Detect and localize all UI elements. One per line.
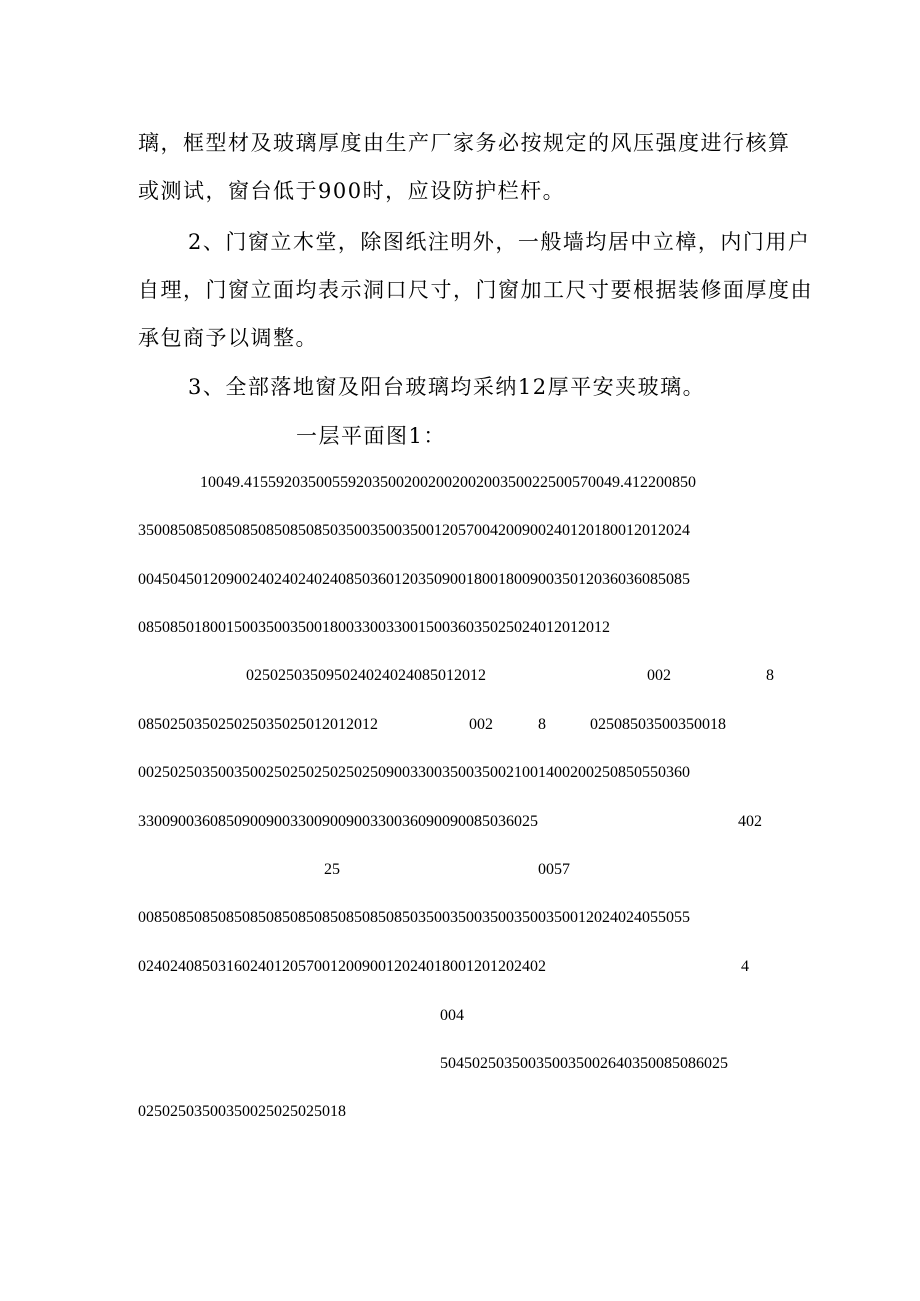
number-row-14: 02502503500350025025025018	[138, 1103, 346, 1120]
number-row-3: 004504501209002402402402408503601203509001800180090035012036036085085	[138, 571, 690, 588]
number-row-12: 004	[440, 1007, 464, 1024]
number-row-5c: 8	[766, 667, 774, 684]
number-row-6b: 002	[469, 716, 493, 733]
number-row-9a: 25	[324, 861, 340, 878]
number-row-5b: 002	[647, 667, 671, 684]
paragraph-line-1: 璃，框型材及玻璃厚度由生产厂家务必按规定的风压强度进行核算	[138, 131, 791, 155]
paragraph-line-4: 自理，门窗立面均表示洞口尺寸，门窗加工尺寸要根据装修面厚度由	[138, 278, 813, 302]
number-row-11b: 4	[741, 958, 749, 975]
paragraph-line-3: 2、门窗立木堂，除图纸注明外，一般墙均居中立樟，内门用户	[188, 230, 811, 254]
number-row-13: 504502503500350035002640350085086025	[440, 1055, 728, 1072]
paragraph-line-6: 3、全部落地窗及阳台玻璃均采纳12厚平安夹玻璃。	[188, 375, 706, 399]
number-row-8a: 33009003608509009003300900900330036090090085036025	[138, 813, 538, 830]
number-row-10: 008508508508508508508508508508508503500350035003500350012024024055055	[138, 909, 690, 926]
number-row-1: 10049.41559203500559203500200200200200350022500570049.412200850	[200, 474, 696, 491]
number-row-5a: 025025035095024024024085012012	[246, 667, 486, 684]
number-row-7: 002502503500350025025025025025090033003500350021001400200250850550360	[138, 764, 690, 781]
number-row-4: 08508501800150035003500180033003300150036035025024012012012	[138, 619, 610, 636]
number-row-6a: 085025035025025035025012012012	[138, 716, 378, 733]
number-row-6d: 02508503500350018	[590, 716, 726, 733]
number-row-11a: 024024085031602401205700120090012024018001201202402	[138, 958, 546, 975]
number-row-9b: 0057	[538, 861, 570, 878]
paragraph-line-2: 或测试，窗台低于900时，应设防护栏杆。	[138, 179, 566, 203]
number-row-2: 350085085085085085085085035003500350012057004200900240120180012012024	[138, 522, 690, 539]
plan-heading: 一层平面图1：	[296, 424, 446, 448]
paragraph-line-5: 承包商予以调整。	[138, 326, 318, 350]
number-row-6c: 8	[538, 716, 546, 733]
number-row-8b: 402	[738, 813, 762, 830]
